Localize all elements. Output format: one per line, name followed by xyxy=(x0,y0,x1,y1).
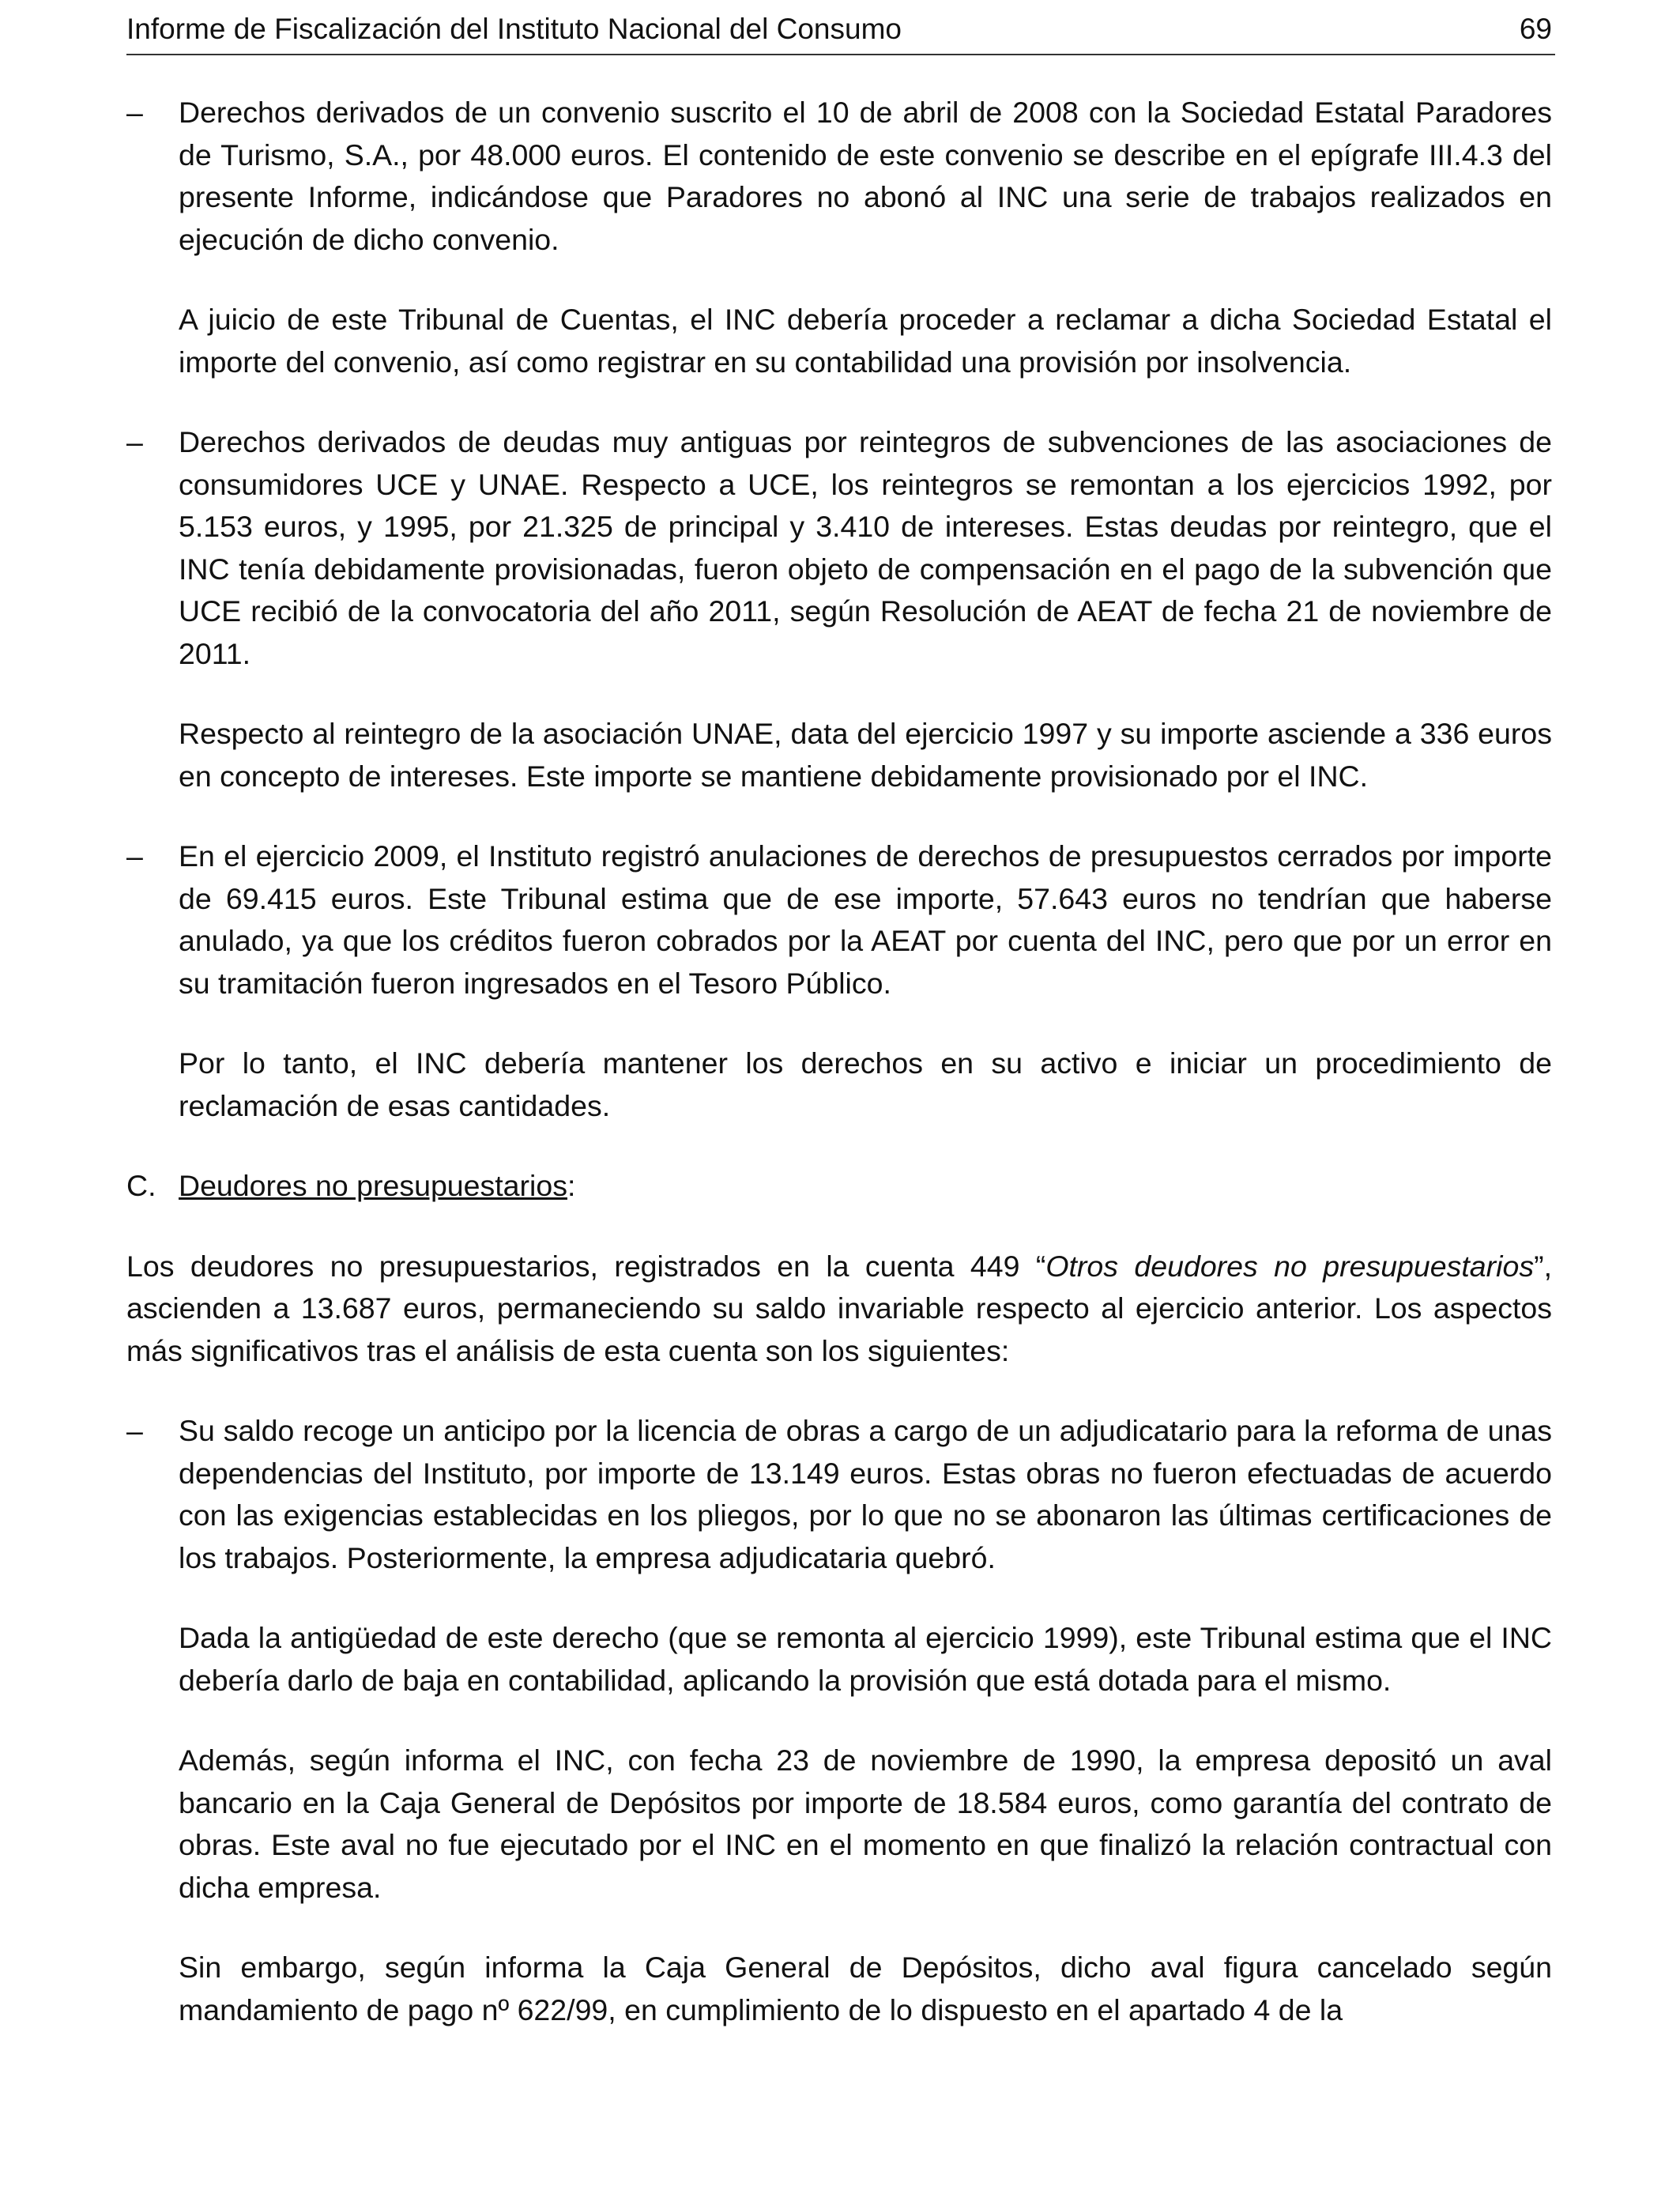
paragraph: Derechos derivados de deudas muy antiguas por reintegros de subvenciones de las asociaciones de consumidores UCE y UNAE. Respecto a UCE, los reintegros se remontan a los ejercicios 1992, por 5.153 euros, y 1995, por 21.325 de principal y 3.410 de intereses. Estas deudas por reintegro, que el INC tenía debidamente provisionadas, fueron objeto de compensación en el pago de la subvención que UCE recibió de la convocatoria del año 2011, según Resolución de AEAT de fecha 21 de noviembre de 2011. xyxy=(179,425,1552,670)
document-body xyxy=(126,92,1552,2069)
paragraph xyxy=(126,1246,1552,1373)
section-colon: : xyxy=(567,1169,576,1202)
paragraph: Además, según informa el INC, con fecha 23 de noviembre de 1990, la empresa depositó un aval bancario en la Caja General de Depósitos por importe de 18.584 euros, como garantía del contrato de obras. Este aval no fue ejecutado por el INC en el momento en que finalizó la relación contractual con dicha empresa. xyxy=(179,1744,1552,1904)
paragraph: Dada la antigüedad de este derecho (que se remonta al ejercicio 1999), este Tribunal estima que el INC debería darlo de baja en contabilidad, aplicando la provisión que está dotada para el mismo. xyxy=(179,1621,1552,1697)
paragraph-text: Los deudores no presupuestarios, registrados en la cuenta 449 “ xyxy=(126,1249,1046,1283)
paragraph: Respecto al reintegro de la asociación UNAE, data del ejercicio 1997 y su importe asciende a 336 euros en concepto de intereses. Este importe se mantiene debidamente provisionado por el INC. xyxy=(179,717,1552,793)
paragraph-text: ”, ascienden a 13.687 euros, permaneciendo su saldo invariable respecto al ejercicio anterior. Los aspectos más significativos tras el análisis de esta cuenta son los siguientes: xyxy=(126,1249,1552,1367)
list-item-anticipo xyxy=(126,1410,1552,1579)
paragraph: Derechos derivados de un convenio suscrito el 10 de abril de 2008 con la Sociedad Estatal Paradores de Turismo, S.A., por 48.000 euros. El contenido de este convenio se describe en el epígrafe III.4.3 del presente Informe, indicándose que Paradores no abonó al INC una serie de trabajos realizados en ejecución de dicho convenio. xyxy=(179,96,1552,256)
account-name: Otros deudores no presupuestarios xyxy=(1045,1249,1535,1283)
list-item-paradores xyxy=(126,92,1552,261)
list-item-anulaciones xyxy=(126,835,1552,1005)
page-number: 69 xyxy=(1519,13,1552,45)
page-header xyxy=(126,9,1555,55)
paragraph: Su saldo recoge un anticipo por la licencia de obras a cargo de un adjudicatario para la reforma de unas dependencias del Instituto, por importe de 13.149 euros. Estas obras no fueron efectuadas de acuerdo con las exigencias establecidas en los pliegos, por lo que no se abonaron las últimas certificaciones de los trabajos. Posteriormente, la empresa adjudicataria quebró. xyxy=(179,1414,1552,1574)
section-letter: C. xyxy=(126,1169,156,1202)
paragraph: A juicio de este Tribunal de Cuentas, el INC debería proceder a reclamar a dicha Sociedad Estatal el importe del convenio, así como registrar en su contabilidad una provisión por insolvencia. xyxy=(179,303,1552,379)
paragraph: Por lo tanto, el INC debería mantener los derechos en su activo e iniciar un procedimiento de reclamación de esas cantidades. xyxy=(179,1046,1552,1122)
list-item-reintegros xyxy=(126,421,1552,675)
section-title: Deudores no presupuestarios xyxy=(179,1169,567,1202)
paragraph: Sin embargo, según informa la Caja General de Depósitos, dicho aval figura cancelado según mandamiento de pago nº 622/99, en cumplimiento de lo dispuesto en el apartado 4 de la xyxy=(179,1951,1552,2026)
dash-bullet: – xyxy=(126,1414,143,1447)
section-heading xyxy=(126,1165,1552,1208)
dash-bullet: – xyxy=(126,839,143,873)
report-title: Informe de Fiscalización del Instituto Nacional del Consumo xyxy=(126,13,902,45)
paragraph: En el ejercicio 2009, el Instituto registró anulaciones de derechos de presupuestos cerrados por importe de 69.415 euros. Este Tribunal estima que de ese importe, 57.643 euros no tendrían que haberse anulado, ya que los créditos fueron cobrados por la AEAT por cuenta del INC, pero que por un error en su tramitación fueron ingresados en el Tesoro Público. xyxy=(179,839,1552,1000)
dash-bullet: – xyxy=(126,96,143,129)
dash-bullet: – xyxy=(126,425,143,458)
